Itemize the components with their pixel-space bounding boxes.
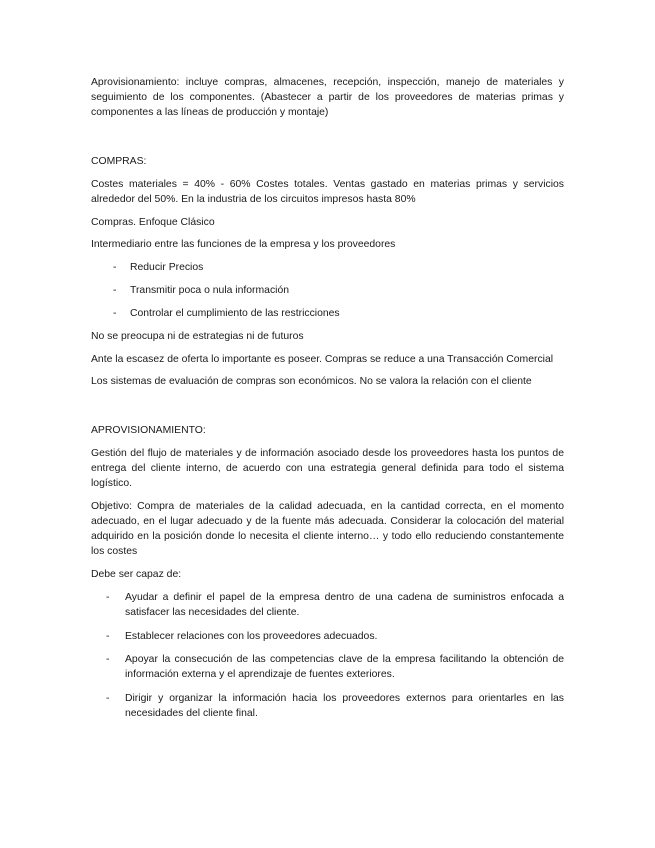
list-item (91, 306, 564, 321)
compras-costes-paragraph: Costes materiales = 40% - 60% Costes totales. Ventas gastado en materias primas y servicios alrededor del 50%. En la industria de los circuitos impresos hasta 80% (91, 178, 564, 206)
intro-paragraph: Aprovisionamiento: incluye compras, almacenes, recepción, inspección, manejo de materiales y seguimiento de los componentes. (Abastecer a partir de los proveedores de materias primas y componentes a las líneas de producción y montaje) (91, 77, 564, 119)
dash-bullet: - (113, 285, 117, 297)
document-page (91, 75, 564, 730)
compras-bullet-list (91, 260, 564, 321)
list-item (91, 652, 564, 682)
list-item (91, 691, 564, 721)
dash-bullet: - (106, 591, 110, 603)
dash-bullet: - (113, 307, 117, 319)
aprovisionamiento-capaz-paragraph: Debe ser capaz de: (91, 569, 182, 581)
list-item-text: Ayudar a definir el papel de la empresa dentro de una cadena de suministros enfocada a satisfacer las necesidades del cliente. (125, 591, 564, 618)
list-item (91, 590, 564, 620)
dash-bullet: - (106, 654, 110, 666)
list-item (91, 260, 564, 275)
aprovisionamiento-bullet-list (91, 590, 564, 722)
list-item-text: Transmitir poca o nula información (130, 285, 290, 297)
list-item-text: Controlar el cumplimiento de las restricciones (130, 307, 340, 319)
compras-heading: COMPRAS: (91, 156, 147, 168)
aprovisionamiento-heading: APROVISIONAMIENTO: (91, 424, 206, 436)
section-gap (91, 128, 564, 154)
dash-bullet: - (106, 692, 110, 704)
compras-evaluacion-paragraph: Los sistemas de evaluación de compras son económicos. No se valora la relación con el cliente (91, 376, 532, 388)
list-item (91, 629, 564, 644)
compras-escasez-paragraph: Ante la escasez de oferta lo importante es poseer. Compras se reduce a una Transacción Comercial (91, 353, 554, 365)
compras-estrategias-paragraph: No se preocupa ni de estrategias ni de futuros (91, 330, 304, 342)
dash-bullet: - (106, 630, 110, 642)
section-gap (91, 397, 564, 423)
list-item-text: Reducir Precios (130, 262, 204, 274)
aprovisionamiento-objetivo-paragraph: Objetivo: Compra de materiales de la calidad adecuada, en la cantidad correcta, en el momento adecuado, en el lugar adecuado y de la fuente más adecuada. Considerar la colocación del material adquirido en la posición donde lo necesita el cliente interno… y todo ello reduciendo constantemente los costes (91, 500, 564, 558)
list-item-text: Dirigir y organizar la información hacia los proveedores externos para orientarles en las necesidades del cliente final. (125, 692, 564, 720)
dash-bullet: - (113, 262, 117, 274)
compras-enfoque-paragraph: Compras. Enfoque Clásico (91, 216, 215, 228)
aprovisionamiento-gestion-paragraph: Gestión del flujo de materiales y de información asociado desde los proveedores hasta los puntos de entrega del cliente interno, de acuerdo con una estrategia general definida para todo el sistema logístico. (91, 447, 564, 490)
list-item-text: Establecer relaciones con los proveedores adecuados. (125, 630, 378, 642)
list-item (91, 283, 564, 298)
list-item-text: Apoyar la consecución de las competencias clave de la empresa facilitando la obtención de información externa y el aprendizaje de fuentes exteriores. (125, 654, 564, 681)
compras-intermediario-paragraph: Intermediario entre las funciones de la empresa y los proveedores (91, 239, 396, 251)
